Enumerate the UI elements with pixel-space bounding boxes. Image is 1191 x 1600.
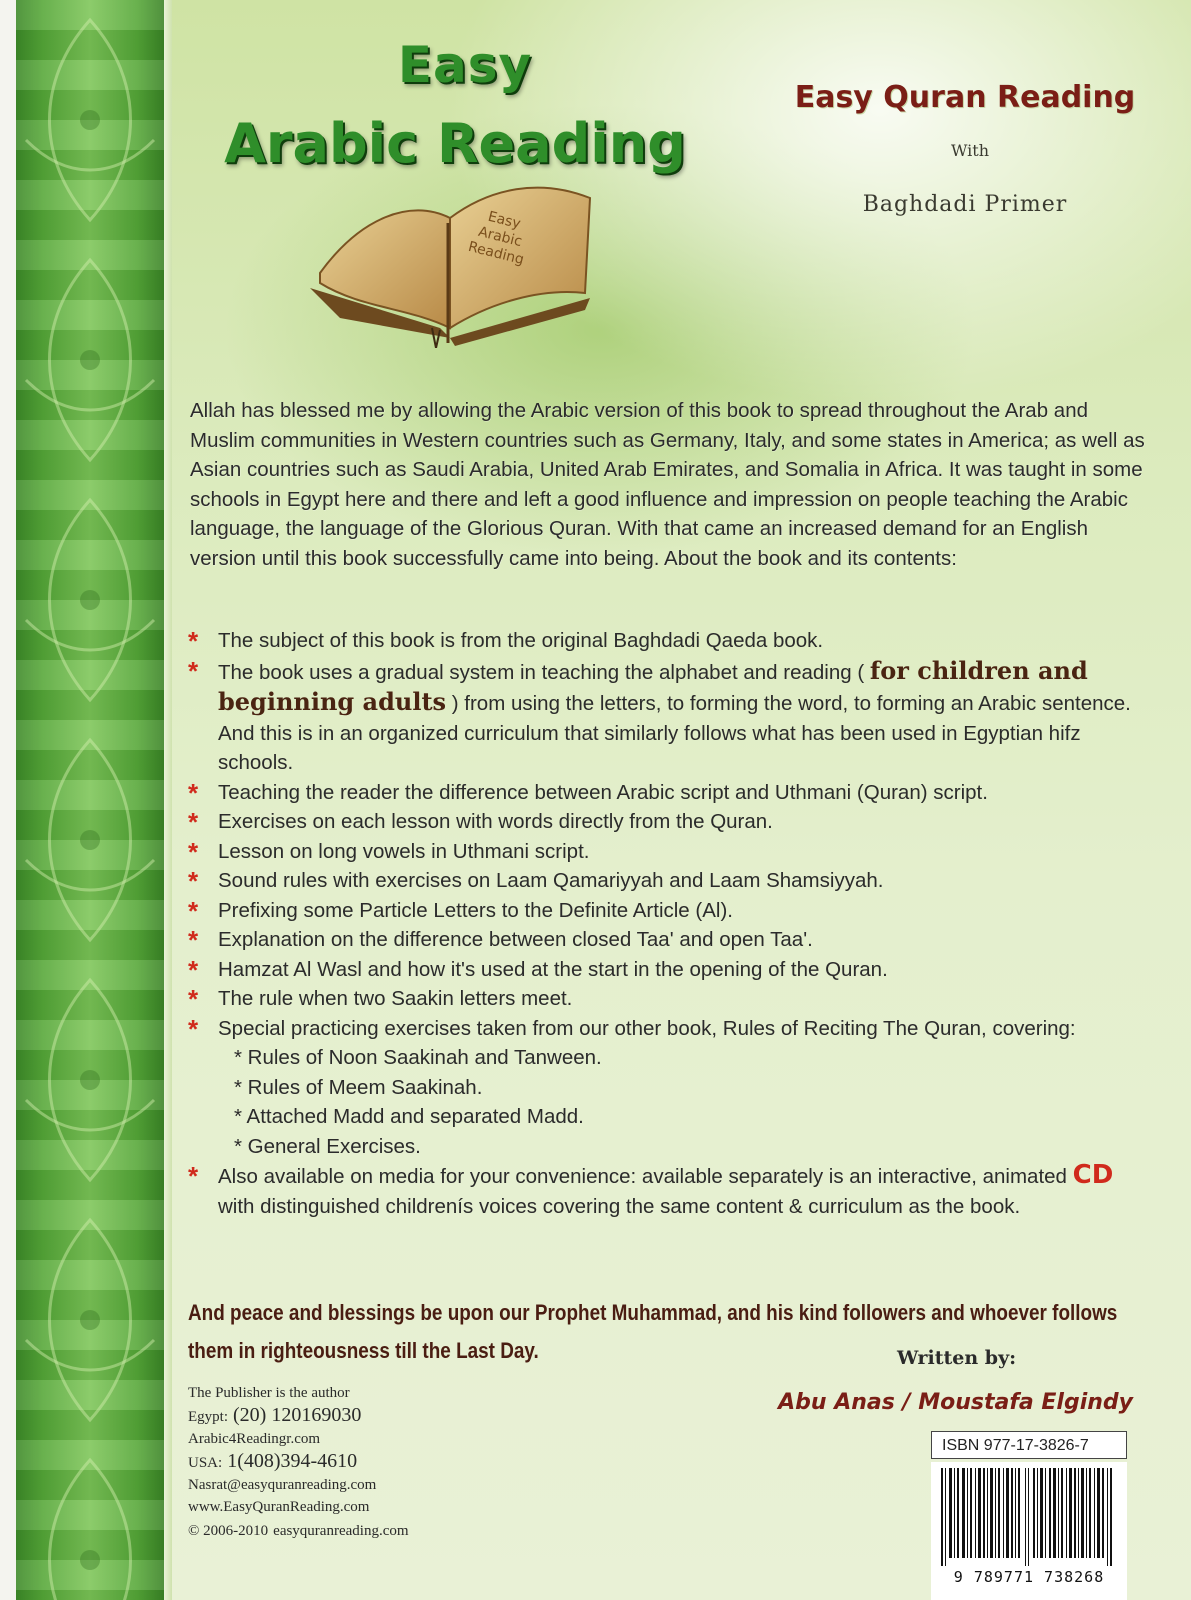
copyright: © 2006-2010 (188, 1523, 269, 1539)
list-item-text: Teaching the reader the difference between Arabic script and Uthmani (Quran) script. (218, 780, 988, 804)
star-bullet-icon: * (188, 1013, 199, 1044)
feature-list (188, 626, 1153, 1221)
barcode-bars-icon (941, 1468, 1117, 1566)
book-label: Easy Arabic Reading (466, 208, 526, 269)
list-item (188, 984, 1153, 1014)
list-item-text: ) from using the letters, to forming the word, to forming an Arabic sentence. And this is in an organized curriculum that similarly follows what has been used in Egyptian hifz schools. (218, 692, 1131, 774)
usa-phone-line (188, 1450, 518, 1474)
website-2: www.EasyQuranReading.com (188, 1499, 370, 1515)
list-item-text: Special practicing exercises taken from our other book, Rules of Reciting The Quran, covering: (218, 1016, 1076, 1040)
copyright-line (188, 1518, 518, 1542)
list-item-text: Prefixing some Particle Letters to the Definite Article (Al). (218, 898, 733, 922)
left-margin (0, 0, 16, 1600)
publisher-info (188, 1382, 518, 1542)
closing-blessing: And peace and blessings be upon our Prophet Muhammad, and his kind followers and whoever follows them in righteousness till the Last Day. (188, 1300, 1118, 1363)
ornament-pattern (16, 0, 164, 1600)
list-item (188, 837, 1153, 867)
website-1: Arabic4Readingr.com (188, 1431, 321, 1447)
list-item-text: Exercises on each lesson with words directly from the Quran. (218, 810, 773, 833)
title-arabic-reading: Arabic Reading (224, 112, 686, 175)
list-item-text: Lesson on long vowels in Uthmani script. (218, 839, 590, 863)
list-item (188, 866, 1153, 896)
star-bullet-icon: * (188, 895, 199, 926)
barcode-number: 9 789771 738268 (953, 1568, 1105, 1586)
list-item-text: The subject of this book is from the original Baghdadi Qaeda book. (218, 629, 824, 652)
star-bullet-icon: * (188, 984, 199, 1014)
intro-paragraph: Allah has blessed me by allowing the Arabic version of this book to spread throughout the Arab and Muslim communities in Western countries such as Germany, Italy, and some states in America; as well as Asian countries such as Saudi Arabia, United Arab Emirates, and Somalia in Africa. It was taught in some schools in Egypt here and there and left a good influence and impression on people teaching the Arabic language, the language of the Glorious Quran. With that came an increased demand for an English version until this book successfully came into being. About the book and its contents: (190, 399, 1145, 570)
title-easy: Easy (397, 36, 533, 94)
list-item (188, 656, 1153, 778)
list-item-text: Explanation on the difference between closed Taa' and open Taa'. (218, 928, 813, 951)
subtitle-with: With (950, 141, 989, 160)
usa-phone: 1(408)394-4610 (227, 1450, 358, 1472)
star-bullet-icon: * (188, 1161, 199, 1191)
star-bullet-icon: * (188, 954, 199, 985)
star-bullet-icon: * (188, 807, 199, 837)
list-item-text: with distinguished childrenís voices covering the same content & curriculum as the book. (218, 1194, 1021, 1218)
star-bullet-icon: * (188, 777, 199, 808)
subtitle-baghdadi-primer: Baghdadi Primer (862, 192, 1068, 217)
list-item-text: The book uses a gradual system in teaching the alphabet and reading ( (218, 660, 865, 684)
list-item (188, 807, 1153, 837)
publisher-line: The Publisher is the author (188, 1385, 350, 1401)
list-item (188, 626, 1153, 656)
star-bullet-icon: * (188, 626, 199, 656)
isbn-label: ISBN 977-17-3826-7 (931, 1431, 1127, 1459)
email: Nasrat@easyquranreading.com (188, 1477, 377, 1493)
list-item-text: Sound rules with exercises on Laam Qamariyyah and Laam Shamsiyyah. (218, 869, 884, 892)
star-bullet-icon: * (188, 836, 199, 867)
usa-label: USA: (188, 1455, 223, 1471)
highlight-audience: for children and beginning adults (218, 655, 1088, 716)
egypt-phone: (20) 120169030 (233, 1404, 362, 1426)
egypt-phone-line (188, 1404, 518, 1428)
star-bullet-icon: * (188, 655, 199, 686)
sub-item: * Attached Madd and separated Madd. (234, 1105, 584, 1128)
list-item-text: Hamzat Al Wasl and how it's used at the start in the opening of the Quran. (218, 957, 888, 981)
sub-item: * Rules of Noon Saakinah and Tanween. (234, 1046, 602, 1069)
subtitle-easy-quran-reading: Easy Quran Reading (794, 80, 1136, 115)
list-item (188, 955, 1153, 985)
cd-highlight: CD (1072, 1160, 1114, 1190)
star-bullet-icon: * (188, 866, 199, 896)
copyright-site: easyquranreading.com (273, 1523, 409, 1539)
sub-item: * General Exercises. (234, 1134, 421, 1158)
decorative-band (16, 0, 164, 1600)
list-item (188, 896, 1153, 926)
sub-item: * Rules of Meem Saakinah. (234, 1075, 483, 1099)
barcode (931, 1462, 1127, 1600)
list-item (188, 925, 1153, 955)
band-edge (164, 0, 172, 1600)
open-book-icon (300, 178, 600, 348)
egypt-label: Egypt: (188, 1409, 228, 1425)
star-bullet-icon: * (188, 925, 199, 955)
list-item (188, 1161, 1153, 1221)
written-by-label: Written by: (897, 1347, 1017, 1369)
list-item (188, 778, 1153, 808)
list-item-text: The rule when two Saakin letters meet. (218, 987, 573, 1010)
list-item (188, 1014, 1153, 1162)
author-name: Abu Anas / Moustafa Elgindy (778, 1390, 1133, 1415)
list-item-text: Also available on media for your convenience: available separately is an interactive, animated (218, 1165, 1067, 1188)
